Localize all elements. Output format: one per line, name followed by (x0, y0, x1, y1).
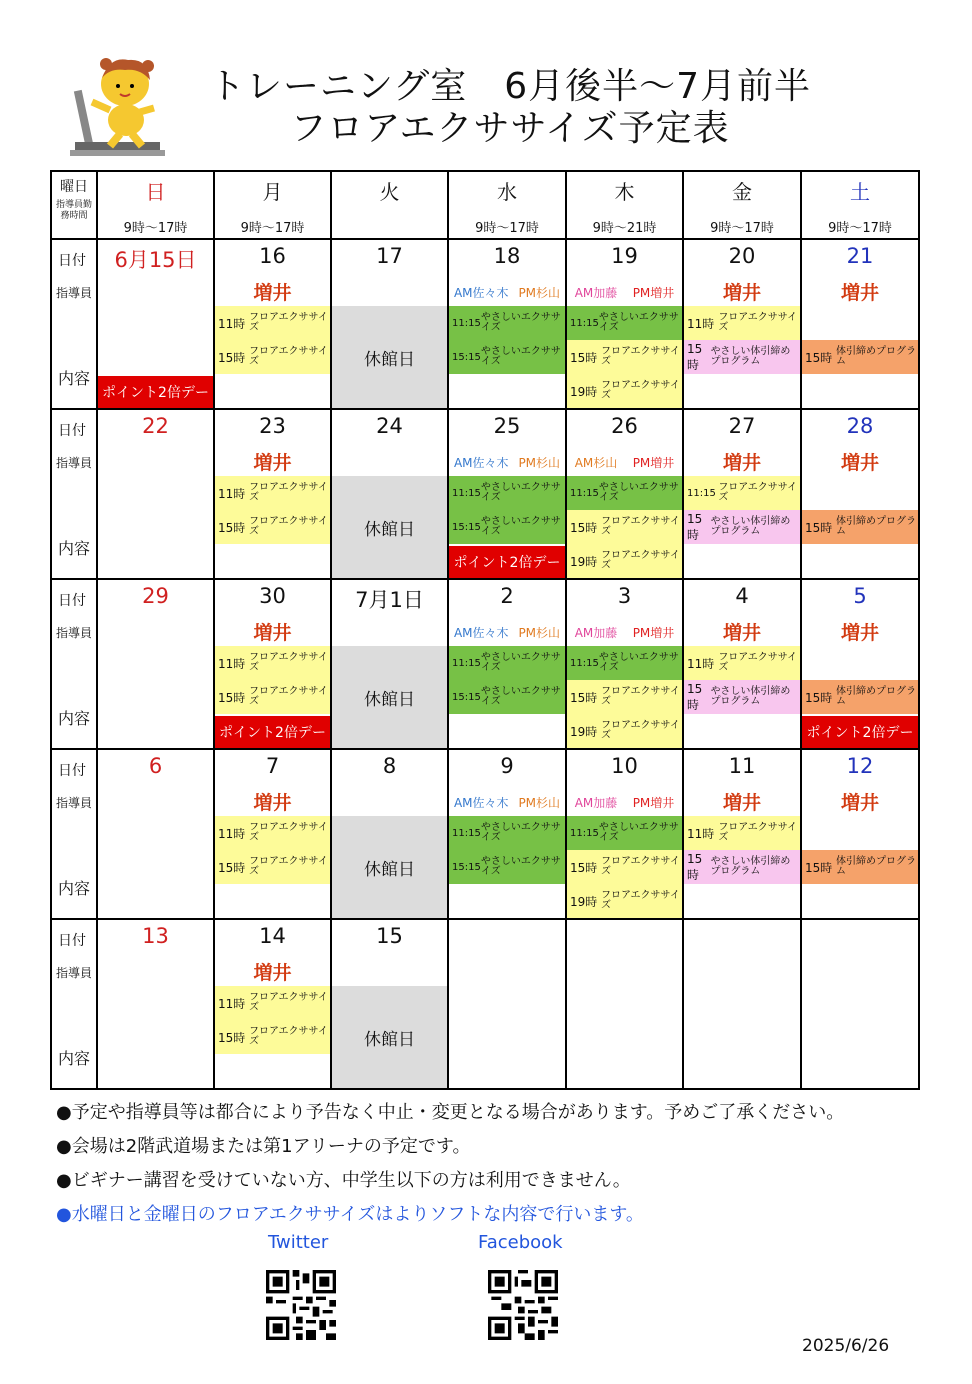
twitter-qr-icon[interactable] (266, 1270, 336, 1340)
day-cell: 26 AM杉山 PM増井 11:15 やさしいエクササイズ 15時 フロアエクササイズ 19時 フロアエクササイズ (566, 409, 683, 579)
header-monday: 月 9時～17時 (214, 171, 331, 239)
week-row (51, 919, 919, 1089)
week-row (51, 239, 919, 409)
header-thursday: 木 9時～21時 (566, 171, 683, 239)
week-row (51, 409, 919, 579)
row-labels: 日付 指導員 内容 (51, 239, 97, 409)
note-1: ●予定や指導員等は都合により予告なく中止・変更となる場合があります。予めご了承ください。 (56, 1102, 845, 1123)
week-row (51, 579, 919, 749)
facebook-link[interactable]: Facebook (478, 1232, 563, 1253)
day-cell: 18 AM佐々木 PM杉山 11:15 やさしいエクササイズ 15:15 やさしいエクササイズ (448, 239, 566, 409)
schedule-calendar (50, 170, 920, 1090)
day-cell: 7月1日 休館日 (331, 579, 448, 749)
day-cell: 10 AM加藤 PM増井 11:15 やさしいエクササイズ 15時 フロアエクササイズ 19時 フロアエクササイズ (566, 749, 683, 919)
day-cell: 4 増井 11時 フロアエクササイズ 15時 やさしい体引締めプログラム (683, 579, 801, 749)
header-sunday: 日 9時～17時 (97, 171, 214, 239)
day-cell: 30 増井 11時 フロアエクササイズ 15時 フロアエクササイズ ポイント2倍デー (214, 579, 331, 749)
day-cell: 25 AM佐々木 PM杉山 11:15 やさしいエクササイズ 15:15 やさしいエクササイズ ポイント2倍デー (448, 409, 566, 579)
day-cell: 22 (97, 409, 214, 579)
note-2: ●会場は2階武道場または第1アリーナの予定です。 (56, 1136, 471, 1157)
day-cell: 7 増井 11時 フロアエクササイズ 15時 フロアエクササイズ (214, 749, 331, 919)
notes (56, 1096, 844, 1232)
row-labels: 日付 指導員 内容 (51, 409, 97, 579)
day-cell: 6月15日 ポイント2倍デー (97, 239, 214, 409)
facebook-qr-icon[interactable] (488, 1270, 558, 1340)
title-line-2: フロアエクササイズ予定表 (290, 108, 730, 149)
day-cell (801, 919, 919, 1089)
point-day-badge: ポイント2倍デー (215, 716, 330, 748)
day-cell: 20 増井 11時 フロアエクササイズ 15時 やさしい体引締めプログラム (683, 239, 801, 409)
day-label: 曜日 (60, 179, 88, 195)
day-cell: 23 増井 11時 フロアエクササイズ 15時 フロアエクササイズ (214, 409, 331, 579)
day-cell: 13 (97, 919, 214, 1089)
day-cell: 5 増井 15時 体引締めプログラム ポイント2倍デー (801, 579, 919, 749)
twitter-link[interactable]: Twitter (268, 1232, 329, 1253)
header-saturday: 土 9時～17時 (801, 171, 919, 239)
header-friday: 金 9時～17時 (683, 171, 801, 239)
page-title (190, 66, 830, 150)
day-cell: 29 (97, 579, 214, 749)
header-wednesday: 水 9時～17時 (448, 171, 566, 239)
header-tuesday: 火 (331, 171, 448, 239)
header-label-cell (51, 171, 97, 239)
day-cell: 14 増井 11時 フロアエクササイズ 15時 フロアエクササイズ (214, 919, 331, 1089)
day-cell: 6 (97, 749, 214, 919)
point-day-badge: ポイント2倍デー (802, 716, 918, 748)
day-cell: 28 増井 15時 体引締めプログラム (801, 409, 919, 579)
point-day-badge: ポイント2倍デー (98, 376, 213, 408)
day-cell: 21 増井 15時 体引締めプログラム (801, 239, 919, 409)
day-cell: 2 AM佐々木 PM杉山 11:15 やさしいエクササイズ 15:15 やさしいエクササイズ (448, 579, 566, 749)
day-cell: 11 増井 11時 フロアエクササイズ 15時 やさしい体引締めプログラム (683, 749, 801, 919)
week-row (51, 749, 919, 919)
day-cell: 9 AM佐々木 PM杉山 11:15 やさしいエクササイズ 15:15 やさしいエクササイズ (448, 749, 566, 919)
mascot-illustration (70, 50, 170, 170)
day-cell (683, 919, 801, 1089)
day-cell: 24 休館日 (331, 409, 448, 579)
note-4: ●水曜日と金曜日のフロアエクササイズはよりソフトな内容で行います。 (56, 1204, 644, 1225)
hours-label: 指導員勤務時間 (55, 200, 92, 221)
issue-date: 2025/6/26 (802, 1336, 890, 1356)
day-cell (566, 919, 683, 1089)
day-cell: 17 休館日 (331, 239, 448, 409)
row-labels: 日付 指導員 内容 (51, 749, 97, 919)
day-cell (448, 919, 566, 1089)
point-day-badge: ポイント2倍デー (449, 546, 565, 578)
title-line-1: トレーニング室 6月後半～7月前半 (208, 66, 812, 107)
row-labels: 日付 指導員 内容 (51, 579, 97, 749)
day-cell: 27 増井 11:15 フロアエクササイズ 15時 やさしい体引締めプログラム (683, 409, 801, 579)
row-labels: 日付 指導員 内容 (51, 919, 97, 1089)
day-cell: 3 AM加藤 PM増井 11:15 やさしいエクササイズ 15時 フロアエクササイズ 19時 フロアエクササイズ (566, 579, 683, 749)
note-3: ●ビギナー講習を受けていない方、中学生以下の方は利用できません。 (56, 1170, 631, 1191)
day-cell: 16 増井 11時 フロアエクササイズ 15時 フロアエクササイズ (214, 239, 331, 409)
day-cell: 15 休館日 (331, 919, 448, 1089)
day-cell: 19 AM加藤 PM増井 11:15 やさしいエクササイズ 15時 フロアエクササイズ 19時 フロアエクササイズ (566, 239, 683, 409)
day-cell: 12 増井 15時 体引締めプログラム (801, 749, 919, 919)
day-cell: 8 休館日 (331, 749, 448, 919)
